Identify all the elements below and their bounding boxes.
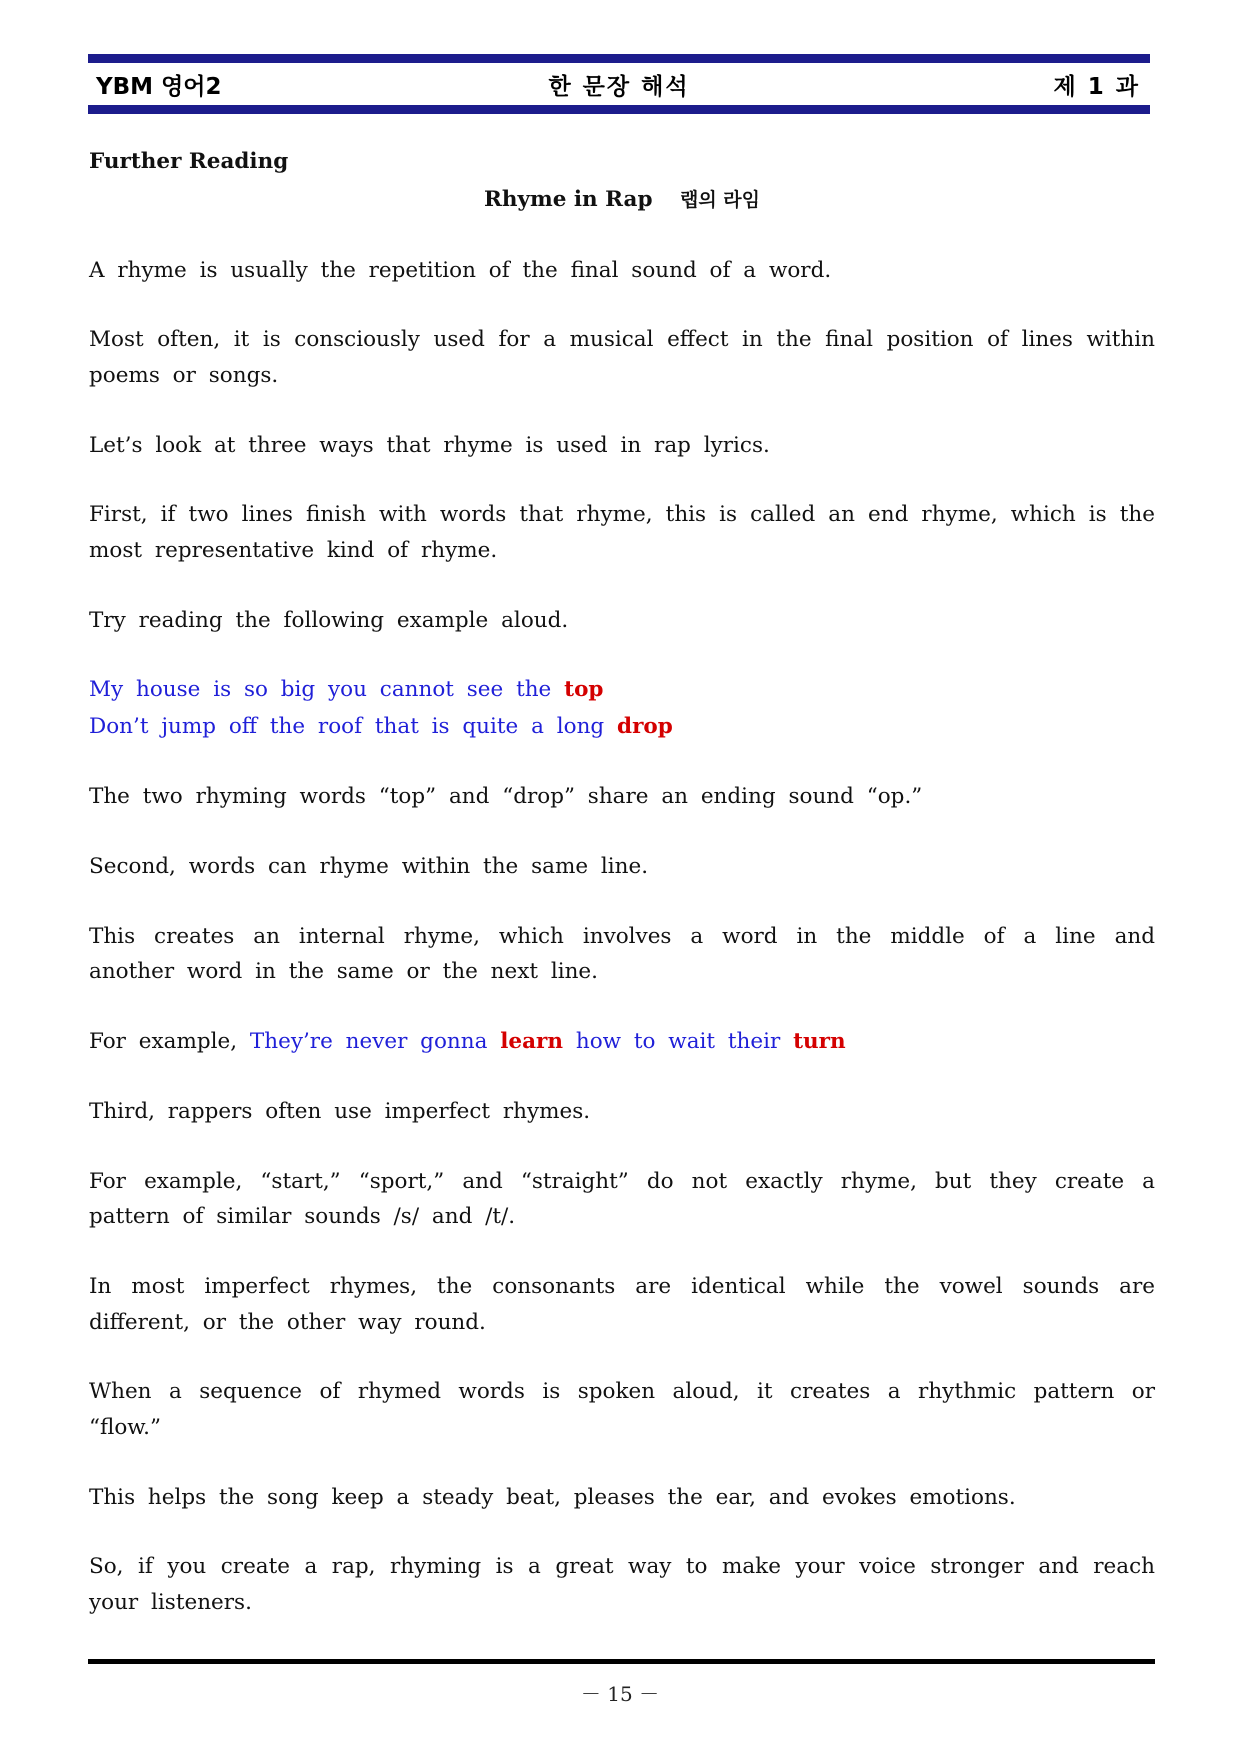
paragraph: First, if two lines finish with words that rhyme, this is called an end rhyme, which is the most representative kind of rhyme. bbox=[89, 502, 1155, 563]
header-textbook: YBM 영어2 bbox=[96, 73, 222, 100]
reading-title-ko: 랩의 라임 bbox=[679, 189, 761, 212]
header-title: 한 문장 해석 bbox=[548, 73, 690, 100]
paragraph: This creates an internal rhyme, which involves a word in the middle of a line and another word in the same or the next line. bbox=[89, 923, 1155, 985]
paragraph: Third, rappers often use imperfect rhymes. bbox=[89, 1098, 591, 1124]
paragraph: In most imperfect rhymes, the consonants are identical while the vowel sounds are different, or the other way round. bbox=[89, 1273, 1155, 1335]
page-number: － 15 － bbox=[580, 1682, 660, 1706]
header-bottom-rule bbox=[88, 105, 1150, 114]
reading-title bbox=[89, 184, 1155, 216]
header-top-rule bbox=[88, 54, 1150, 63]
paragraph: The two rhyming words “top” and “drop” share an ending sound “op.” bbox=[89, 784, 923, 810]
internal-rhyme-example bbox=[89, 1024, 1155, 1060]
example-text: how to wait their bbox=[575, 1029, 781, 1055]
header-lesson: 제 1 과 bbox=[1053, 73, 1140, 100]
rhyme-word: drop bbox=[617, 713, 673, 739]
lyric-line bbox=[89, 672, 1155, 709]
example-lead: For example, bbox=[89, 1029, 238, 1055]
lyric-text: Don’t jump off the roof that is quite a long bbox=[89, 713, 605, 739]
paragraph: This helps the song keep a steady beat, pleases the ear, and evokes emotions. bbox=[89, 1484, 1016, 1510]
lyric-text: My house is so big you cannot see the bbox=[89, 677, 552, 703]
footer-rule bbox=[88, 1659, 1155, 1664]
paragraph: Let’s look at three ways that rhyme is used in rap lyrics. bbox=[89, 432, 770, 458]
example-text: They’re never gonna bbox=[249, 1029, 488, 1055]
paragraph: Second, words can rhyme within the same line. bbox=[89, 854, 649, 880]
section-label: Further Reading bbox=[89, 149, 289, 174]
page-header bbox=[88, 54, 1150, 114]
rhyme-word: top bbox=[564, 677, 604, 703]
paragraph: So, if you create a rap, rhyming is a great way to make your voice stronger and reach your listeners. bbox=[89, 1554, 1155, 1616]
paragraph: Most often, it is consciously used for a musical effect in the final position of lines within poems or songs. bbox=[89, 327, 1155, 388]
paragraph: When a sequence of rhymed words is spoken aloud, it creates a rhythmic pattern or “flow.” bbox=[89, 1379, 1155, 1440]
reading-title-en: Rhyme in Rap bbox=[483, 187, 653, 213]
document-body bbox=[89, 140, 1155, 1621]
lyric-example bbox=[89, 672, 1155, 745]
paragraph: Try reading the following example aloud. bbox=[89, 607, 569, 633]
lyric-line bbox=[89, 709, 1155, 746]
rhyme-word: turn bbox=[793, 1029, 846, 1055]
paragraph: For example, “start,” “sport,” and “straight” do not exactly rhyme, but they create a pattern of similar sounds /s/ and /t/. bbox=[89, 1168, 1155, 1230]
header-row bbox=[88, 63, 1150, 105]
rhyme-word: learn bbox=[500, 1029, 563, 1055]
paragraph: A rhyme is usually the repetition of the final sound of a word. bbox=[89, 257, 832, 283]
